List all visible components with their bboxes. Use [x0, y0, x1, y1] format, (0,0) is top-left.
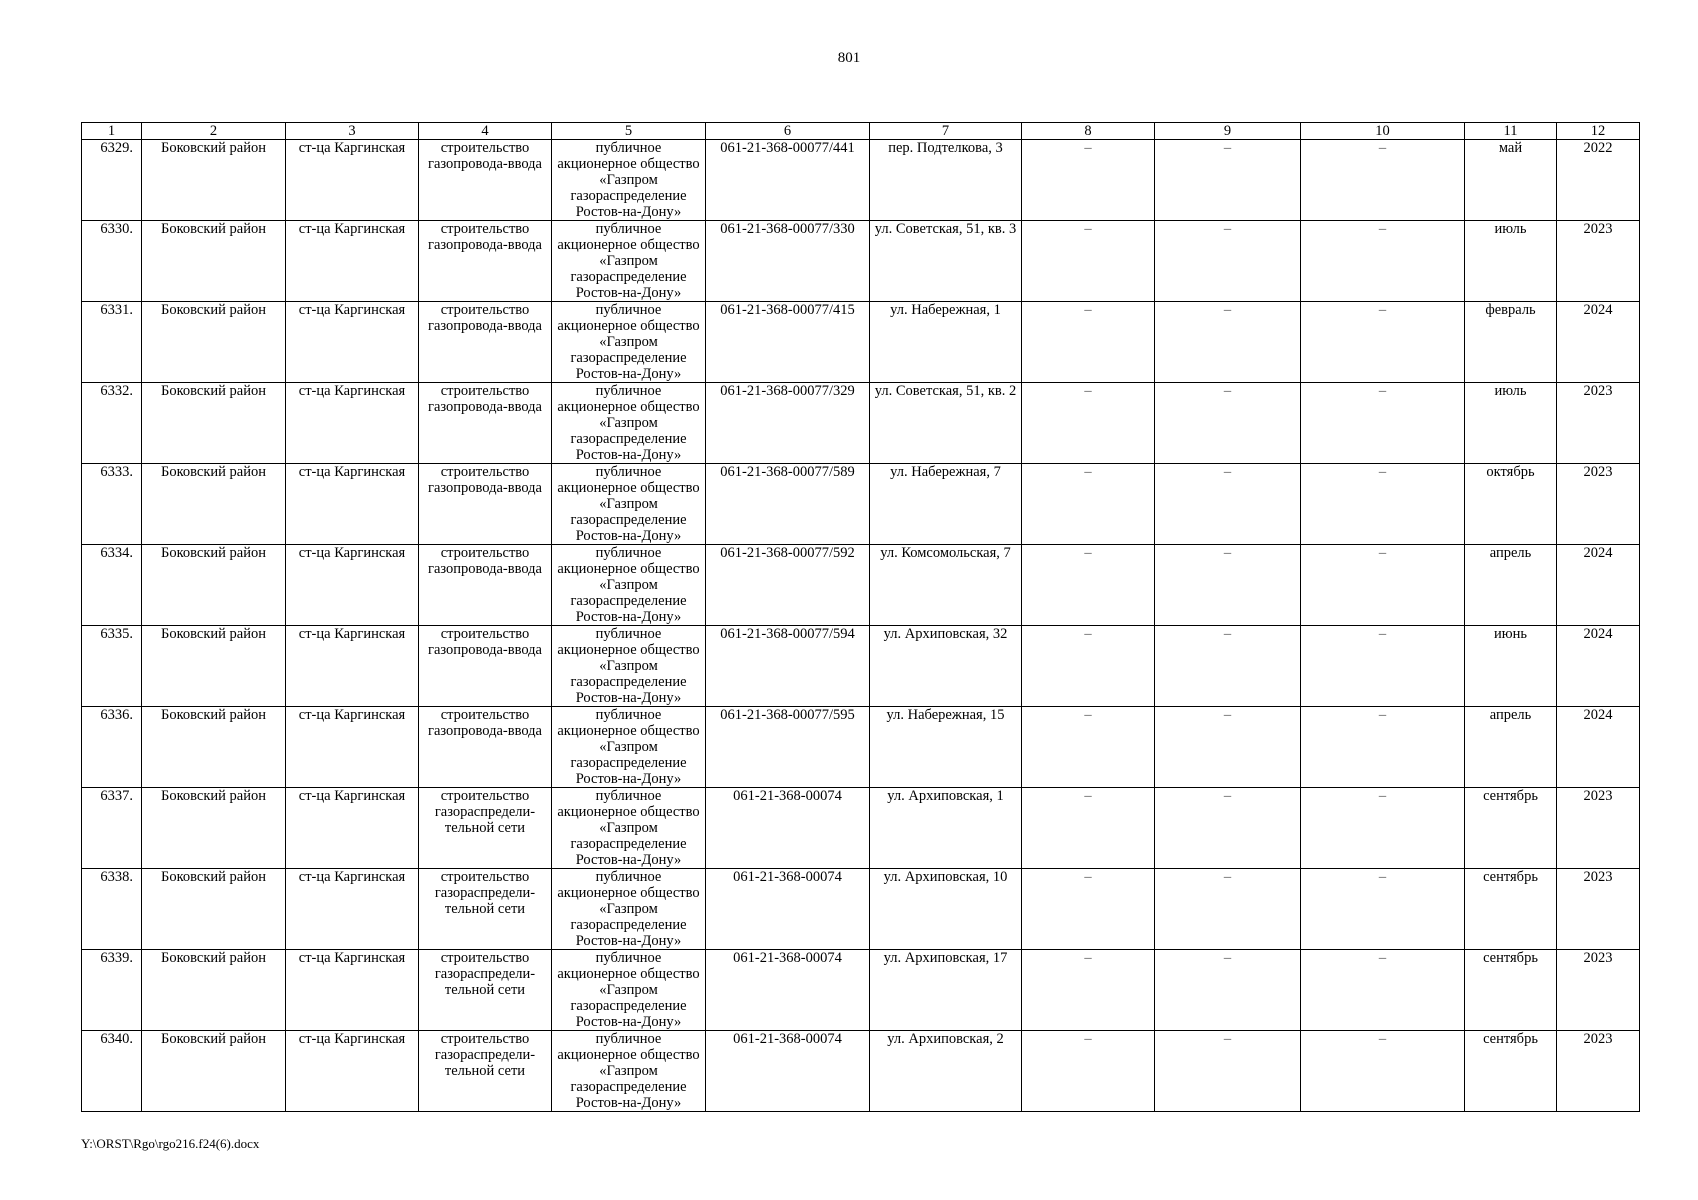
column-header-9: 9 — [1155, 123, 1301, 140]
cell-address: ул. Архиповская, 1 — [870, 788, 1022, 869]
cell-col-8: – — [1022, 950, 1155, 1031]
cell-row-number: 6331. — [82, 302, 142, 383]
table-body — [82, 140, 1640, 1112]
cell-organization: публичное акционерное общество «Газпром газораспределение Ростов-на-Дону» — [552, 221, 706, 302]
cell-col-8: – — [1022, 545, 1155, 626]
cell-settlement: ст-ца Каргинская — [286, 545, 419, 626]
cell-address: ул. Архиповская, 32 — [870, 626, 1022, 707]
table-row — [82, 302, 1640, 383]
cell-year: 2024 — [1557, 545, 1640, 626]
cell-registration-number: 061-21-368-00077/595 — [706, 707, 870, 788]
cell-district: Боковский район — [142, 302, 286, 383]
column-header-4: 4 — [419, 123, 552, 140]
cell-settlement: ст-ца Каргинская — [286, 869, 419, 950]
cell-work-type: строительство газораспредели-тельной сети — [419, 869, 552, 950]
cell-month: июль — [1465, 383, 1557, 464]
cell-col-10: – — [1301, 626, 1465, 707]
cell-settlement: ст-ца Каргинская — [286, 221, 419, 302]
cell-month: сентябрь — [1465, 950, 1557, 1031]
cell-month: июль — [1465, 221, 1557, 302]
cell-address: ул. Архиповская, 10 — [870, 869, 1022, 950]
cell-year: 2023 — [1557, 383, 1640, 464]
column-header-11: 11 — [1465, 123, 1557, 140]
cell-organization: публичное акционерное общество «Газпром газораспределение Ростов-на-Дону» — [552, 788, 706, 869]
cell-work-type: строительство газопровода-ввода — [419, 707, 552, 788]
cell-col-10: – — [1301, 950, 1465, 1031]
cell-row-number: 6336. — [82, 707, 142, 788]
cell-registration-number: 061-21-368-00077/594 — [706, 626, 870, 707]
table-header — [82, 123, 1640, 140]
cell-address: ул. Набережная, 15 — [870, 707, 1022, 788]
cell-month: сентябрь — [1465, 869, 1557, 950]
column-header-1: 1 — [82, 123, 142, 140]
cell-settlement: ст-ца Каргинская — [286, 707, 419, 788]
cell-district: Боковский район — [142, 788, 286, 869]
table-row — [82, 464, 1640, 545]
cell-organization: публичное акционерное общество «Газпром газораспределение Ростов-на-Дону» — [552, 383, 706, 464]
cell-col-10: – — [1301, 788, 1465, 869]
cell-col-9: – — [1155, 383, 1301, 464]
cell-work-type: строительство газопровода-ввода — [419, 464, 552, 545]
cell-district: Боковский район — [142, 383, 286, 464]
cell-work-type: строительство газопровода-ввода — [419, 545, 552, 626]
cell-district: Боковский район — [142, 869, 286, 950]
cell-col-10: – — [1301, 383, 1465, 464]
cell-month: июнь — [1465, 626, 1557, 707]
cell-col-9: – — [1155, 1031, 1301, 1112]
cell-row-number: 6333. — [82, 464, 142, 545]
table-row — [82, 626, 1640, 707]
table-row — [82, 950, 1640, 1031]
cell-month: апрель — [1465, 545, 1557, 626]
cell-work-type: строительство газораспредели-тельной сети — [419, 1031, 552, 1112]
cell-col-10: – — [1301, 140, 1465, 221]
cell-col-8: – — [1022, 788, 1155, 869]
cell-col-8: – — [1022, 221, 1155, 302]
cell-address: ул. Набережная, 1 — [870, 302, 1022, 383]
column-header-12: 12 — [1557, 123, 1640, 140]
cell-month: февраль — [1465, 302, 1557, 383]
cell-col-9: – — [1155, 140, 1301, 221]
cell-year: 2022 — [1557, 140, 1640, 221]
cell-organization: публичное акционерное общество «Газпром газораспределение Ростов-на-Дону» — [552, 464, 706, 545]
cell-month: сентябрь — [1465, 788, 1557, 869]
header-row — [82, 123, 1640, 140]
cell-settlement: ст-ца Каргинская — [286, 302, 419, 383]
cell-row-number: 6330. — [82, 221, 142, 302]
table-row — [82, 383, 1640, 464]
cell-row-number: 6340. — [82, 1031, 142, 1112]
cell-col-8: – — [1022, 140, 1155, 221]
cell-col-9: – — [1155, 464, 1301, 545]
cell-year: 2023 — [1557, 221, 1640, 302]
cell-year: 2024 — [1557, 626, 1640, 707]
cell-settlement: ст-ца Каргинская — [286, 140, 419, 221]
cell-col-8: – — [1022, 869, 1155, 950]
cell-col-8: – — [1022, 626, 1155, 707]
cell-year: 2024 — [1557, 302, 1640, 383]
cell-row-number: 6334. — [82, 545, 142, 626]
cell-address: ул. Советская, 51, кв. 3 — [870, 221, 1022, 302]
cell-organization: публичное акционерное общество «Газпром газораспределение Ростов-на-Дону» — [552, 707, 706, 788]
cell-col-10: – — [1301, 869, 1465, 950]
column-header-5: 5 — [552, 123, 706, 140]
cell-district: Боковский район — [142, 545, 286, 626]
footer-file-path: Y:\ORST\Rgo\rgo216.f24(6).docx — [81, 1136, 260, 1151]
cell-work-type: строительство газораспредели-тельной сети — [419, 788, 552, 869]
cell-district: Боковский район — [142, 464, 286, 545]
cell-district: Боковский район — [142, 1031, 286, 1112]
cell-work-type: строительство газопровода-ввода — [419, 221, 552, 302]
cell-col-9: – — [1155, 545, 1301, 626]
cell-district: Боковский район — [142, 140, 286, 221]
cell-col-9: – — [1155, 707, 1301, 788]
page-number: 801 — [837, 50, 861, 66]
cell-registration-number: 061-21-368-00077/592 — [706, 545, 870, 626]
cell-settlement: ст-ца Каргинская — [286, 950, 419, 1031]
cell-row-number: 6337. — [82, 788, 142, 869]
cell-work-type: строительство газораспредели-тельной сети — [419, 950, 552, 1031]
cell-col-10: – — [1301, 464, 1465, 545]
cell-col-10: – — [1301, 221, 1465, 302]
table-row — [82, 788, 1640, 869]
cell-year: 2023 — [1557, 464, 1640, 545]
cell-address: ул. Советская, 51, кв. 2 — [870, 383, 1022, 464]
cell-registration-number: 061-21-368-00074 — [706, 950, 870, 1031]
cell-work-type: строительство газопровода-ввода — [419, 626, 552, 707]
cell-organization: публичное акционерное общество «Газпром газораспределение Ростов-на-Дону» — [552, 302, 706, 383]
cell-col-8: – — [1022, 383, 1155, 464]
cell-col-9: – — [1155, 950, 1301, 1031]
cell-settlement: ст-ца Каргинская — [286, 1031, 419, 1112]
column-header-6: 6 — [706, 123, 870, 140]
cell-settlement: ст-ца Каргинская — [286, 788, 419, 869]
cell-col-10: – — [1301, 1031, 1465, 1112]
cell-month: сентябрь — [1465, 1031, 1557, 1112]
cell-col-8: – — [1022, 707, 1155, 788]
cell-organization: публичное акционерное общество «Газпром газораспределение Ростов-на-Дону» — [552, 545, 706, 626]
cell-organization: публичное акционерное общество «Газпром газораспределение Ростов-на-Дону» — [552, 140, 706, 221]
cell-col-10: – — [1301, 545, 1465, 626]
cell-year: 2023 — [1557, 788, 1640, 869]
column-header-10: 10 — [1301, 123, 1465, 140]
column-header-7: 7 — [870, 123, 1022, 140]
cell-col-9: – — [1155, 869, 1301, 950]
cell-work-type: строительство газопровода-ввода — [419, 383, 552, 464]
cell-address: ул. Архиповская, 2 — [870, 1031, 1022, 1112]
cell-settlement: ст-ца Каргинская — [286, 626, 419, 707]
cell-district: Боковский район — [142, 707, 286, 788]
cell-address: пер. Подтелкова, 3 — [870, 140, 1022, 221]
cell-row-number: 6335. — [82, 626, 142, 707]
cell-registration-number: 061-21-368-00074 — [706, 1031, 870, 1112]
cell-district: Боковский район — [142, 221, 286, 302]
cell-registration-number: 061-21-368-00077/329 — [706, 383, 870, 464]
cell-col-8: – — [1022, 1031, 1155, 1112]
cell-year: 2023 — [1557, 950, 1640, 1031]
cell-district: Боковский район — [142, 626, 286, 707]
cell-col-10: – — [1301, 302, 1465, 383]
cell-col-8: – — [1022, 302, 1155, 383]
cell-address: ул. Комсомольская, 7 — [870, 545, 1022, 626]
cell-row-number: 6329. — [82, 140, 142, 221]
cell-district: Боковский район — [142, 950, 286, 1031]
cell-col-10: – — [1301, 707, 1465, 788]
column-header-8: 8 — [1022, 123, 1155, 140]
table-row — [82, 1031, 1640, 1112]
cell-organization: публичное акционерное общество «Газпром газораспределение Ростов-на-Дону» — [552, 1031, 706, 1112]
cell-month: апрель — [1465, 707, 1557, 788]
cell-col-9: – — [1155, 302, 1301, 383]
cell-registration-number: 061-21-368-00077/330 — [706, 221, 870, 302]
cell-col-9: – — [1155, 221, 1301, 302]
cell-work-type: строительство газопровода-ввода — [419, 302, 552, 383]
cell-registration-number: 061-21-368-00077/589 — [706, 464, 870, 545]
table-row — [82, 707, 1640, 788]
cell-registration-number: 061-21-368-00074 — [706, 788, 870, 869]
cell-organization: публичное акционерное общество «Газпром газораспределение Ростов-на-Дону» — [552, 950, 706, 1031]
cell-organization: публичное акционерное общество «Газпром газораспределение Ростов-на-Дону» — [552, 626, 706, 707]
table-row — [82, 140, 1640, 221]
column-header-3: 3 — [286, 123, 419, 140]
cell-row-number: 6339. — [82, 950, 142, 1031]
registry-table — [81, 122, 1640, 1112]
cell-year: 2024 — [1557, 707, 1640, 788]
table-row — [82, 545, 1640, 626]
column-header-2: 2 — [142, 123, 286, 140]
cell-address: ул. Набережная, 7 — [870, 464, 1022, 545]
cell-address: ул. Архиповская, 17 — [870, 950, 1022, 1031]
table-row — [82, 221, 1640, 302]
cell-year: 2023 — [1557, 1031, 1640, 1112]
cell-col-8: – — [1022, 464, 1155, 545]
cell-col-9: – — [1155, 788, 1301, 869]
cell-settlement: ст-ца Каргинская — [286, 383, 419, 464]
table-row — [82, 869, 1640, 950]
cell-year: 2023 — [1557, 869, 1640, 950]
cell-registration-number: 061-21-368-00074 — [706, 869, 870, 950]
cell-settlement: ст-ца Каргинская — [286, 464, 419, 545]
cell-row-number: 6332. — [82, 383, 142, 464]
cell-month: май — [1465, 140, 1557, 221]
cell-registration-number: 061-21-368-00077/415 — [706, 302, 870, 383]
cell-col-9: – — [1155, 626, 1301, 707]
cell-organization: публичное акционерное общество «Газпром газораспределение Ростов-на-Дону» — [552, 869, 706, 950]
cell-month: октябрь — [1465, 464, 1557, 545]
cell-row-number: 6338. — [82, 869, 142, 950]
cell-work-type: строительство газопровода-ввода — [419, 140, 552, 221]
cell-registration-number: 061-21-368-00077/441 — [706, 140, 870, 221]
